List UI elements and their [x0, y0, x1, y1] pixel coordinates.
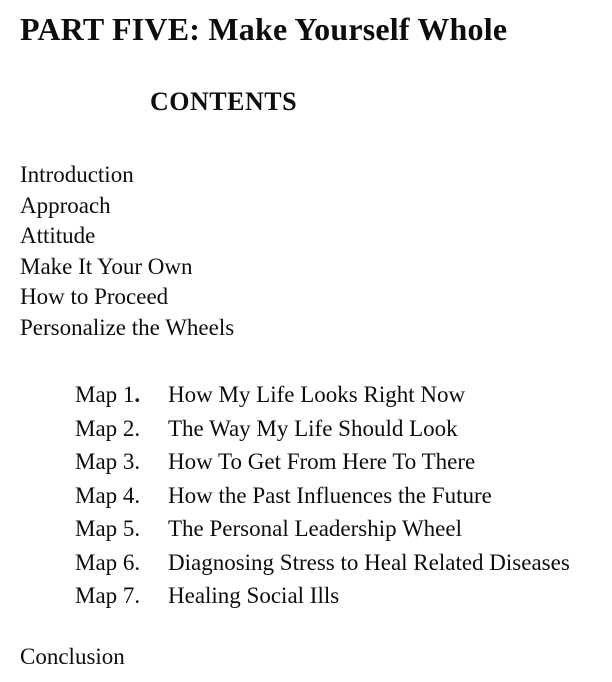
toc-map-entry-5 [75, 512, 570, 546]
map-title: The Personal Leadership Wheel [168, 516, 462, 541]
map-title: How My Life Looks Right Now [168, 382, 466, 407]
map-label [75, 479, 168, 513]
map-label-text: Map 7 [75, 583, 135, 608]
map-label-period: . [134, 415, 141, 441]
map-label-period: . [134, 482, 141, 508]
map-title: How the Past Influences the Future [168, 482, 492, 508]
map-label-text: Map 3 [75, 449, 135, 474]
contents-heading: CONTENTS [150, 87, 298, 116]
map-title: The Way My Life Should Look [168, 415, 458, 441]
toc-section-how-to-proceed: How to Proceed [20, 284, 169, 309]
map-title: Healing Social Ills [168, 583, 340, 608]
map-label-period: . [134, 449, 141, 474]
toc-map-entry-2 [75, 412, 570, 446]
toc-section-make-it-your-own: Make It Your Own [20, 253, 193, 279]
map-label [75, 546, 168, 580]
map-label [75, 412, 168, 446]
part-title: PART FIVE: Make Yourself Whole [20, 11, 508, 47]
map-label-period: . [134, 382, 141, 407]
map-label [75, 378, 168, 412]
toc-section-personalize-the-wheels: Personalize the Wheels [20, 314, 235, 340]
map-label [75, 512, 168, 546]
map-label-text: Map 1 [75, 382, 135, 407]
toc-section-conclusion: Conclusion [20, 644, 125, 669]
map-list [75, 378, 570, 613]
toc-map-entry-7 [75, 579, 570, 613]
map-label-text: Map 4 [75, 482, 135, 508]
map-label [75, 579, 168, 613]
toc-section-approach: Approach [20, 192, 111, 218]
map-title: How To Get From Here To There [168, 449, 476, 474]
toc-map-entry-6 [75, 546, 570, 580]
toc-map-entry-1 [75, 378, 570, 412]
map-label-period: . [134, 549, 141, 575]
toc-map-entry-4 [75, 479, 570, 513]
section-list [20, 160, 234, 343]
toc-section-attitude: Attitude [20, 223, 96, 248]
map-label-text: Map 2 [75, 415, 135, 441]
map-label-text: Map 6 [75, 549, 135, 575]
map-label [75, 445, 168, 479]
map-label-text: Map 5 [75, 516, 135, 541]
map-title: Diagnosing Stress to Heal Related Diseases [168, 549, 570, 575]
map-label-period: . [134, 516, 141, 541]
toc-map-entry-3 [75, 445, 570, 479]
map-label-period: . [134, 583, 141, 608]
toc-section-introduction: Introduction [20, 162, 134, 187]
